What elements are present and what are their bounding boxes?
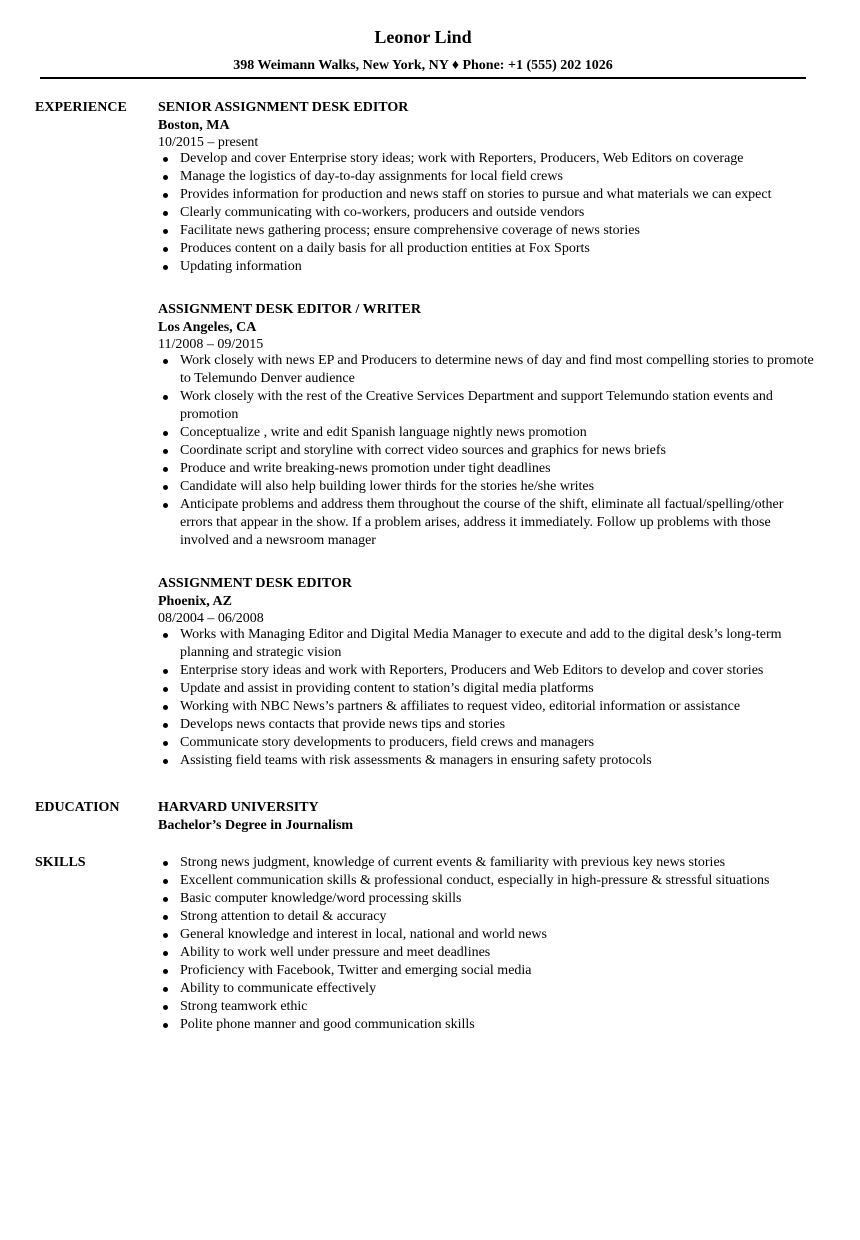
job-bullets [158, 150, 818, 276]
job-entry [158, 575, 818, 770]
school-name: HARVARD UNIVERSITY [158, 800, 319, 815]
list-item: Work closely with the rest of the Creative Services Department and support Telemundo station events and promotion [158, 388, 818, 424]
list-item: Polite phone manner and good communication skills [158, 1016, 818, 1034]
list-item: Produce and write breaking-news promotion under tight deadlines [158, 460, 818, 478]
section-label-education: EDUCATION [35, 800, 120, 815]
list-item: Works with Managing Editor and Digital Media Manager to execute and add to the digital desk’s long-term planning and strategic vision [158, 626, 818, 662]
list-item: General knowledge and interest in local, national and world news [158, 926, 818, 944]
list-item: Strong attention to detail & accuracy [158, 908, 818, 926]
list-item: Work closely with news EP and Producers to determine news of day and find most compelling stories to promote to Telemundo Denver audience [158, 352, 818, 388]
job-title: SENIOR ASSIGNMENT DESK EDITOR [158, 100, 409, 115]
list-item: Working with NBC News’s partners & affiliates to request video, editorial information or assistance [158, 698, 818, 716]
list-item: Updating information [158, 258, 818, 276]
list-item: Strong news judgment, knowledge of current events & familiarity with previous key news stories [158, 854, 818, 872]
job-title: ASSIGNMENT DESK EDITOR / WRITER [158, 302, 421, 317]
list-item: Update and assist in providing content to station’s digital media platforms [158, 680, 818, 698]
list-item: Enterprise story ideas and work with Reporters, Producers and Web Editors to develop and cover stories [158, 662, 818, 680]
degree: Bachelor’s Degree in Journalism [158, 818, 354, 833]
skills-list [158, 854, 818, 1034]
job-dates: 08/2004 – 06/2008 [158, 611, 264, 626]
list-item: Anticipate problems and address them throughout the course of the shift, eliminate all factual/spelling/other errors that appear in the show. If a problem arises, address it immediately. Follow up problems with those involved and a newsroom manager [158, 496, 818, 550]
list-item: Clearly communicating with co-workers, producers and outside vendors [158, 204, 818, 222]
list-item: Develops news contacts that provide news tips and stories [158, 716, 818, 734]
job-location: Phoenix, AZ [158, 594, 232, 609]
list-item: Candidate will also help building lower thirds for the stories he/she writes [158, 478, 818, 496]
job-bullets [158, 352, 818, 550]
list-item: Proficiency with Facebook, Twitter and emerging social media [158, 962, 818, 980]
list-item: Excellent communication skills & professional conduct, especially in high-pressure & stressful situations [158, 872, 818, 890]
contact-line: 398 Weimann Walks, New York, NY ♦ Phone: +1 (555) 202 1026 [233, 58, 613, 73]
job-dates: 10/2015 – present [158, 135, 259, 150]
list-item: Basic computer knowledge/word processing skills [158, 890, 818, 908]
list-item: Conceptualize , write and edit Spanish language nightly news promotion [158, 424, 818, 442]
list-item: Develop and cover Enterprise story ideas; work with Reporters, Producers, Web Editors on coverage [158, 150, 818, 168]
skills-body [158, 854, 818, 1034]
job-title: ASSIGNMENT DESK EDITOR [158, 576, 352, 591]
list-item: Assisting field teams with risk assessments & managers in ensuring safety protocols [158, 752, 818, 770]
list-item: Produces content on a daily basis for all production entities at Fox Sports [158, 240, 818, 258]
list-item: Manage the logistics of day-to-day assignments for local field crews [158, 168, 818, 186]
job-dates: 11/2008 – 09/2015 [158, 337, 264, 352]
list-item: Strong teamwork ethic [158, 998, 818, 1016]
header-divider [40, 77, 806, 79]
job-bullets [158, 626, 818, 770]
candidate-name: Leonor Lind [374, 27, 472, 47]
job-location: Los Angeles, CA [158, 320, 257, 335]
job-entry [158, 99, 818, 276]
list-item: Coordinate script and storyline with correct video sources and graphics for news briefs [158, 442, 818, 460]
section-label-skills: SKILLS [35, 855, 86, 870]
list-item: Facilitate news gathering process; ensure comprehensive coverage of news stories [158, 222, 818, 240]
education-body [158, 799, 818, 835]
list-item: Ability to work well under pressure and meet deadlines [158, 944, 818, 962]
list-item: Communicate story developments to producers, field crews and managers [158, 734, 818, 752]
list-item: Ability to communicate effectively [158, 980, 818, 998]
job-entry [158, 301, 818, 550]
job-location: Boston, MA [158, 118, 230, 133]
list-item: Provides information for production and news staff on stories to pursue and what materials we can expect [158, 186, 818, 204]
resume-header [40, 26, 806, 75]
section-label-experience: EXPERIENCE [35, 100, 127, 115]
